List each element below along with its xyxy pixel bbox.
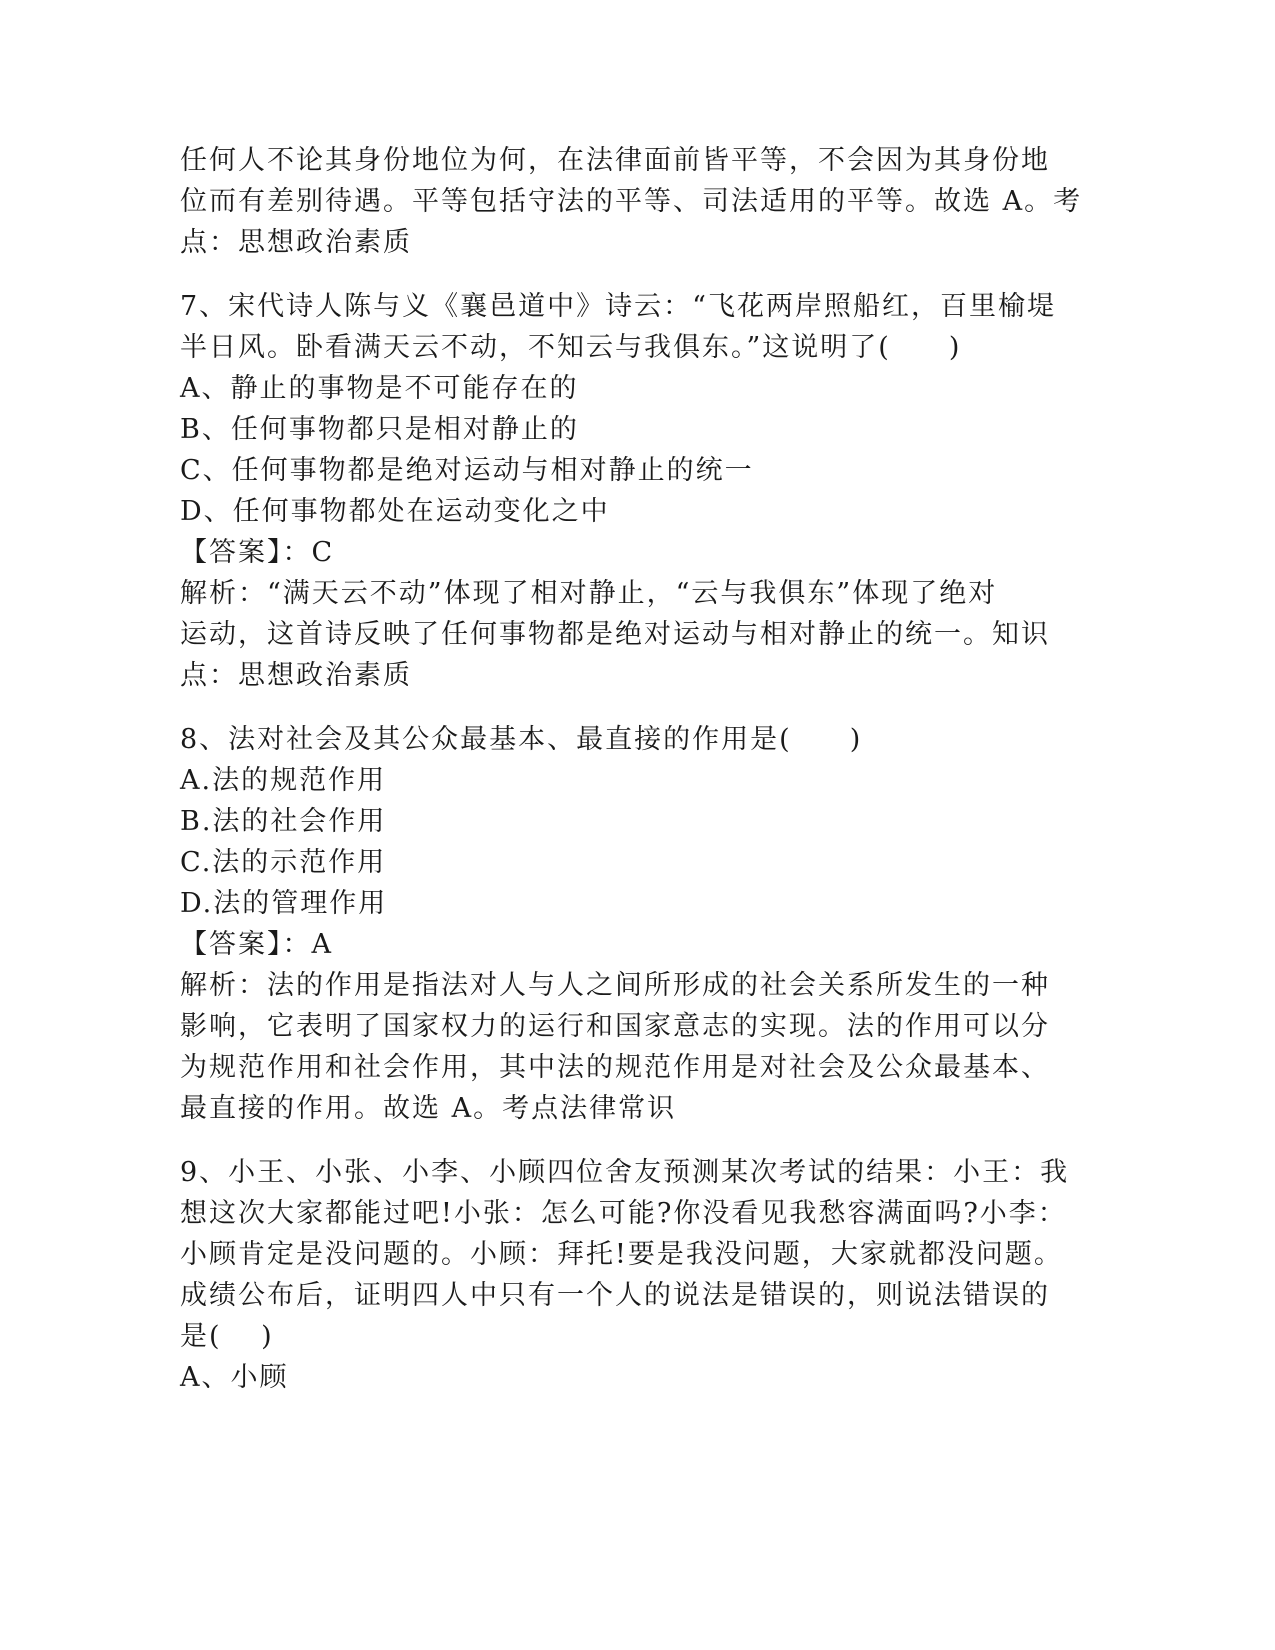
- question-stem-line: 7、宋代诗人陈与义《襄邑道中》诗云：“飞花两岸照船红，百里榆堤: [180, 291, 1056, 322]
- question-stem-line: 是( ): [180, 1321, 274, 1352]
- analysis-line: 点：思想政治素质: [180, 227, 412, 258]
- block-spacer: [180, 1129, 1040, 1152]
- question-stem-line: 半日风。卧看满天云不动，不知云与我俱东。”这说明了( ): [180, 332, 962, 363]
- question-stem-line: 8、法对社会及其公众最基本、最直接的作用是( ): [180, 724, 863, 755]
- question-stem-line: 9、小王、小张、小李、小顾四位舍友预测某次考试的结果：小王：我: [180, 1157, 1070, 1188]
- analysis-line: 最直接的作用。故选 A。考点法律常识: [180, 1093, 677, 1124]
- option-item: C.法的示范作用: [180, 847, 387, 878]
- analysis-line: 解析：“满天云不动”体现了相对静止，“云与我俱东”体现了绝对: [180, 578, 998, 609]
- analysis-line: 为规范作用和社会作用，其中法的规范作用是对社会及公众最基本、: [180, 1052, 1050, 1083]
- block-spacer: [180, 696, 1040, 719]
- question-stem-line: 成绩公布后，证明四人中只有一个人的说法是错误的，则说法错误的: [180, 1280, 1050, 1311]
- block-spacer: [180, 263, 1040, 286]
- answer-line: 【答案】：C: [180, 537, 335, 568]
- option-item: A、小顾: [180, 1362, 289, 1393]
- option-item: D.法的管理作用: [180, 888, 388, 919]
- document-page: [180, 140, 1083, 1398]
- analysis-line: 任何人不论其身份地位为何，在法律面前皆平等，不会因为其身份地: [180, 145, 1050, 176]
- analysis-line: 解析：法的作用是指法对人与人之间所形成的社会关系所发生的一种: [180, 970, 1050, 1001]
- analysis-line: 影响，它表明了国家权力的运行和国家意志的实现。法的作用可以分: [180, 1011, 1050, 1042]
- option-item: A.法的规范作用: [180, 765, 387, 796]
- option-item: D、任何事物都处在运动变化之中: [180, 496, 610, 527]
- analysis-line: 点：思想政治素质: [180, 660, 412, 691]
- analysis-line: 位而有差别待遇。平等包括守法的平等、司法适用的平等。故选 A。考: [180, 186, 1083, 217]
- analysis-line: 运动，这首诗反映了任何事物都是绝对运动与相对静止的统一。知识: [180, 619, 1050, 650]
- answer-line: 【答案】：A: [180, 929, 333, 960]
- option-item: B、任何事物都只是相对静止的: [180, 414, 579, 445]
- option-item: B.法的社会作用: [180, 806, 387, 837]
- question-stem-line: 想这次大家都能过吧!小张：怎么可能?你没看见我愁容满面吗?小李：: [180, 1198, 1067, 1229]
- question-stem-line: 小顾肯定是没问题的。小顾：拜托!要是我没问题，大家就都没问题。: [180, 1239, 1063, 1270]
- option-item: C、任何事物都是绝对运动与相对静止的统一: [180, 455, 754, 486]
- option-item: A、静止的事物是不可能存在的: [180, 373, 579, 404]
